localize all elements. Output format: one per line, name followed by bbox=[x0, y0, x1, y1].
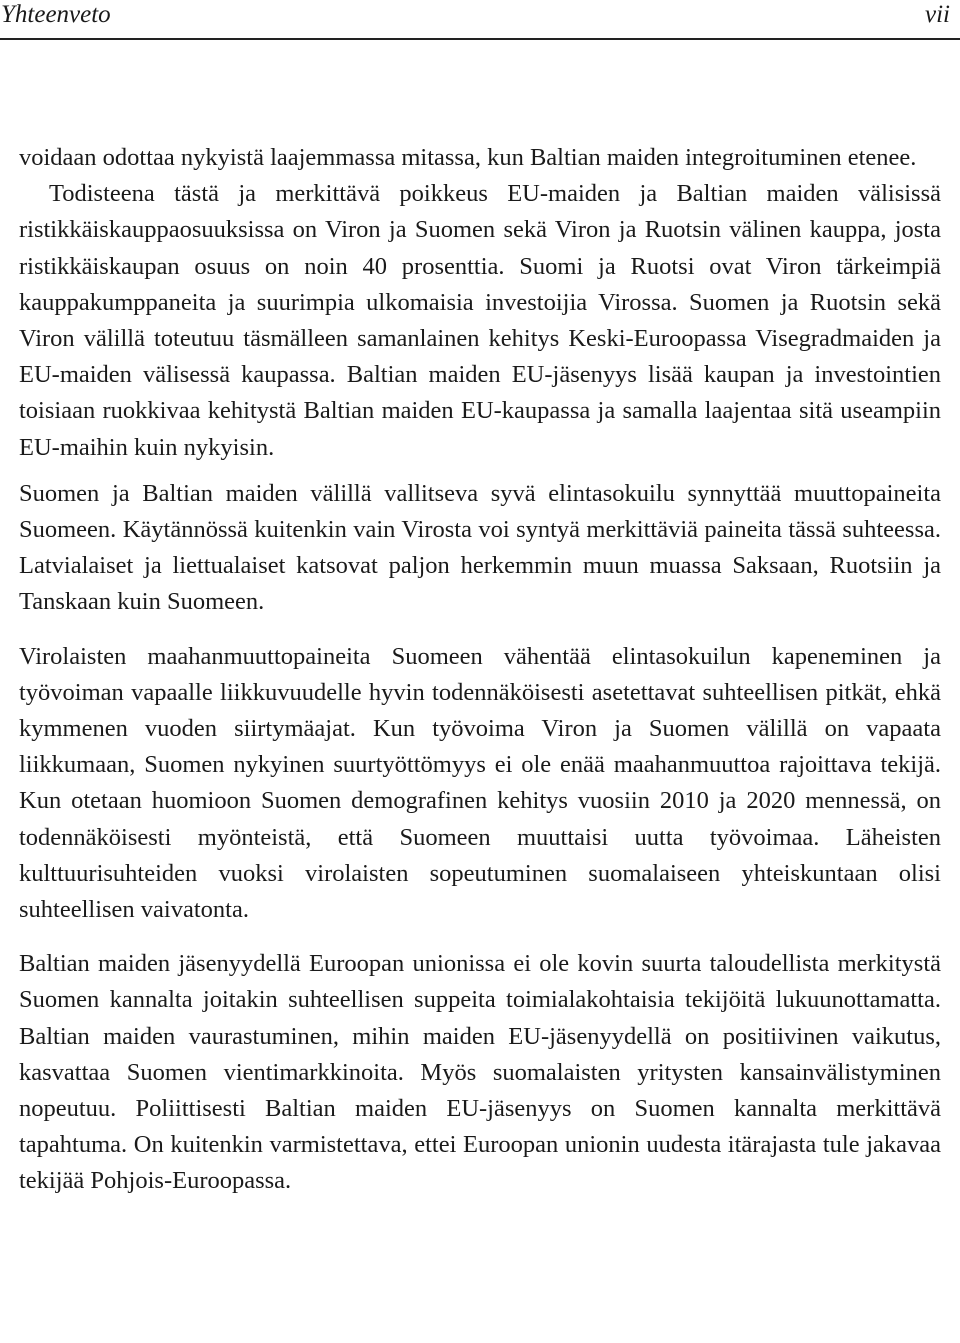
paragraph-trade: Todisteena tästä ja merkittävä poikkeus EU-maiden ja Baltian maiden välisissä ristikkäiskauppaosuuksissa on Viron ja Suomen sekä Viron ja Ruotsin välinen kauppa, josta ristikkäiskaupan osuus on noin 40 prosenttia. Suomi ja Ruotsi ovat Viron tärkeimpiä kauppakumppaneita ja suurimpia ulkomaisia investoijia Virossa. Suomen ja Ruotsin sekä Viron välillä toteutuu täsmälleen samanlainen kehitys Keski-Euroopassa Visegradmaiden ja EU-maiden välisessä kaupassa. Baltian maiden EU-jäsenyys lisää kaupan ja investointien toisiaan ruokkivaa kehitystä Baltian maiden EU-kaupassa ja samalla laajentaa sitä useampiin EU-maihin kuin nykyisin. bbox=[19, 180, 941, 461]
page-number: vii bbox=[925, 1, 950, 28]
running-header bbox=[0, 0, 960, 34]
section-title: Yhteenveto bbox=[1, 1, 111, 28]
paragraph-continuation: voidaan odottaa nykyistä laajemmassa mitassa, kun Baltian maiden integroituminen etenee. bbox=[19, 144, 917, 171]
paragraph-migration-pressure: Suomen ja Baltian maiden välillä vallitseva syvä elintasokuilu synnyttää muuttopaineita Suomeen. Käytännössä kuitenkin vain Virosta voi syntyä merkittäviä paineita tässä suhteessa. Latvialaiset ja liettualaiset katsovat paljon herkemmin muun muassa Saksaan, Ruotsiin ja Tanskaan kuin Suomeen. bbox=[19, 479, 941, 616]
header-rule bbox=[0, 38, 960, 40]
paragraph-estonian-migration: Virolaisten maahanmuuttopaineita Suomeen vähentää elintasokuilun kapeneminen ja työvoiman vapaalle liikkuvuudelle hyvin todennäköisesti asetettavat suhteellisen pitkät, ehkä kymmenen vuoden siirtymäajat. Kun työvoima Viron ja Suomen välillä on vapaata liikkumaan, Suomen nykyinen suurtyöttömyys ei ole enää maahanmuuttoa rajoittava tekijä. Kun otetaan huomioon Suomen demografinen kehitys vuosiin 2010 ja 2020 mennessä, on todennäköisesti myönteistä, että Suomeen muuttaisi uutta työvoimaa. Läheisten kulttuurisuhteiden vuoksi virolaisten sopeutuminen suomalaiseen yhteiskuntaan olisi suhteellisen vaivatonta. bbox=[19, 642, 941, 924]
paragraph-eu-membership: Baltian maiden jäsenyydellä Euroopan unionissa ei ole kovin suurta taloudellista merkitystä Suomen kannalta joitakin suhteellisen suppeita toimialakohtaisia tekijöitä lukuunottamatta. Baltian maiden vaurastuminen, mihin maiden EU-jäsenyydellä on positiivinen vaikutus, kasvattaa Suomen vientimarkkinoita. Myös suomalaisten yritysten kansainvälistyminen nopeutuu. Poliittisesti Baltian maiden EU-jäsenyys on Suomen kannalta merkittävä tapahtuma. On kuitenkin varmistettava, ettei Euroopan unionin uudesta itärajasta tule jakavaa tekijää Pohjois-Euroopassa. bbox=[19, 950, 941, 1195]
body-text bbox=[19, 140, 941, 1200]
